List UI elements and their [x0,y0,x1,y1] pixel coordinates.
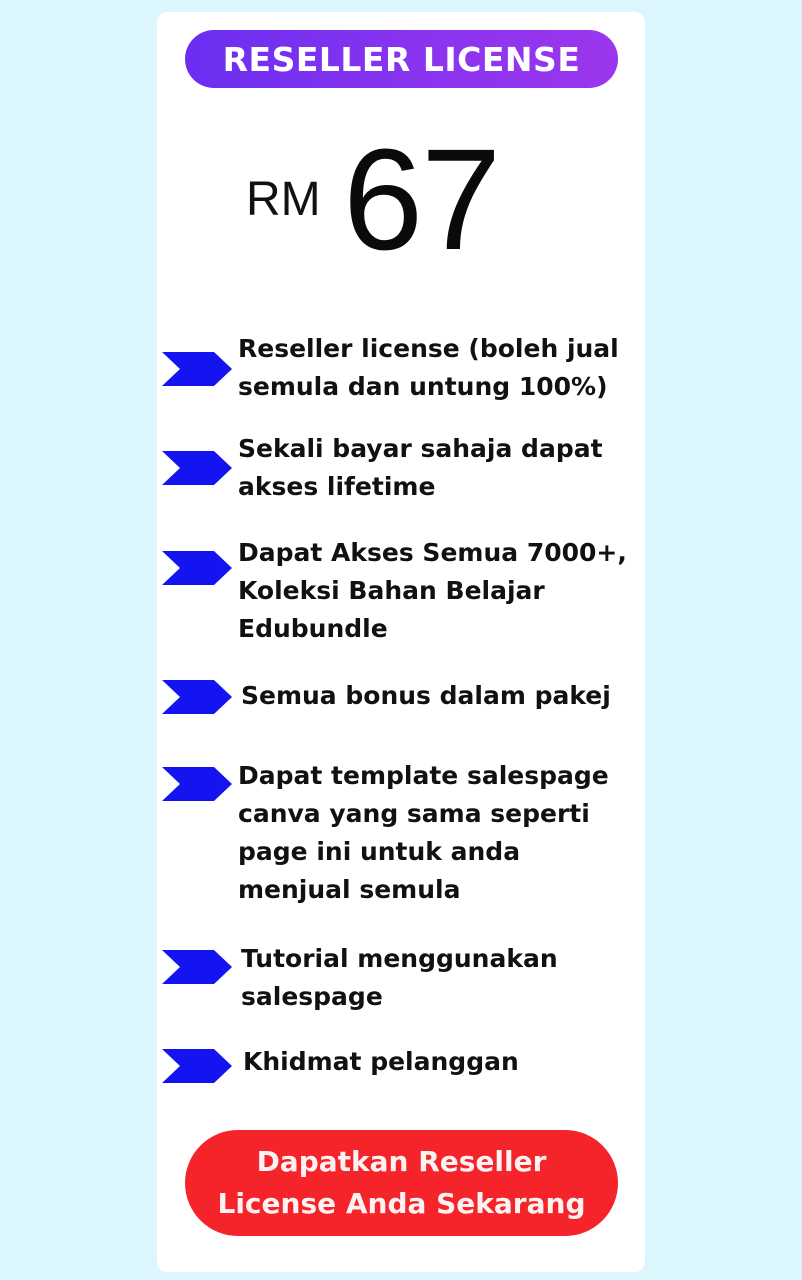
pricing-card [157,12,645,1272]
chevron-right-icon [162,680,232,714]
chevron-right-icon [162,551,232,585]
feature-text: Semua bonus dalam pakej [241,681,611,710]
chevron-right-icon [162,950,232,984]
chevron-right-icon [162,767,232,801]
price-amount: 67 [343,119,500,280]
feature-text: Khidmat pelanggan [243,1047,519,1076]
chevron-right-icon [162,451,232,485]
feature-list [157,12,645,1272]
chevron-right-icon [162,352,232,386]
feature-text: Sekali bayar sahaja dapat akses lifetime [238,434,603,501]
chevron-right-icon [162,1049,232,1083]
feature-text: Dapat Akses Semua 7000+, Koleksi Bahan Belajar Edubundle [238,538,627,643]
plan-badge-label: RESELLER LICENSE [222,39,581,79]
feature-text: Reseller license (boleh jual semula dan untung 100%) [238,334,619,401]
cta-label: Dapatkan Reseller License Anda Sekarang [217,1145,586,1220]
feature-text: Tutorial menggunakan salespage [241,944,558,1011]
feature-text: Dapat template salespage canva yang sama seperti page ini untuk anda menjual semula [238,761,609,904]
get-reseller-license-button[interactable] [185,1130,618,1236]
price-currency: RM [246,173,321,226]
